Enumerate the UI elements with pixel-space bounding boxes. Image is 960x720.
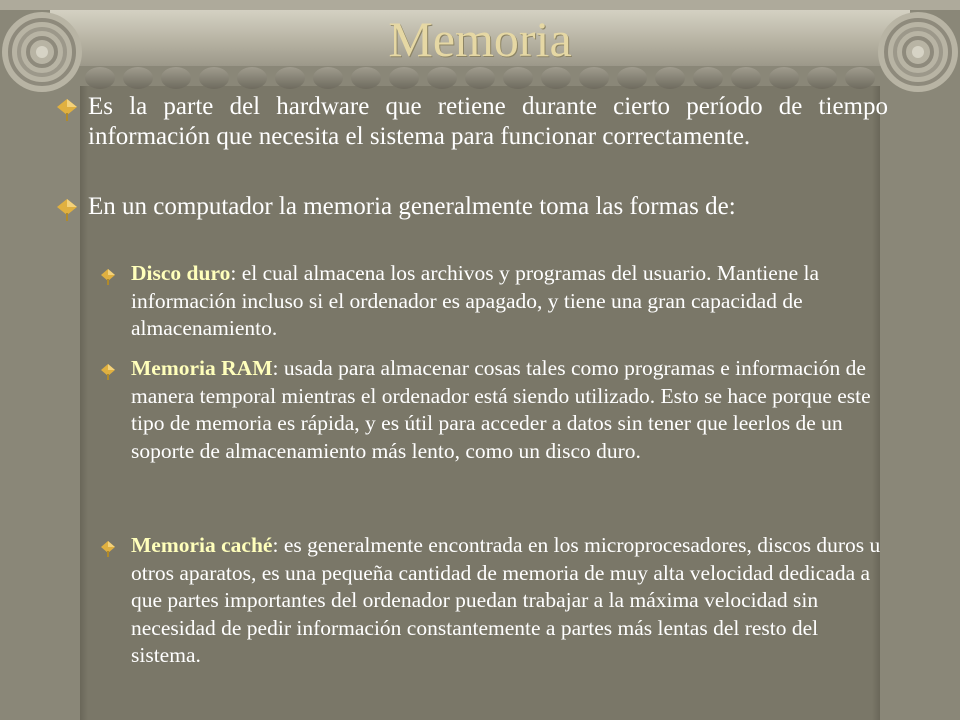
sub-bullet-body: : es generalmente encontrada en los microprocesadores, discos duros u otros aparatos, es una pequeña cantidad de memoria de muy alta velocidad dedicada a que partes importantes del ordenador puedan trabajar a la máxima velocidad sin necesidad de pedir información constantemente a partes más lentas del resto del sistema.: [131, 533, 881, 667]
bullet-text: En un computador la memoria generalmente toma las formas de:: [88, 193, 736, 220]
column-shade-left: [80, 86, 88, 720]
sub-bullet-body: : usada para almacenar cosas tales como programas e información de manera temporal mientras el ordenador está siendo utilizado. Esto se hace porque este tipo de memoria es rápida, y es útil para acceder a datos sin tener que leerlos de un soporte de almacenamiento más lento, como un disco duro.: [131, 356, 871, 463]
small-diamond-bullet-icon: [100, 268, 116, 286]
sub-bullet-text: [131, 355, 891, 465]
slide-title: Memoria: [388, 11, 572, 67]
diamond-bullet-icon: [56, 198, 78, 222]
diamond-bullet-icon: [56, 98, 78, 122]
sub-bullet-term: Memoria caché: [131, 533, 273, 557]
bullet-text: Es la parte del hardware que retiene durante cierto período de tiempo información que necesita el sistema para funcionar correctamente.: [88, 93, 888, 150]
sub-bullet-body: : el cual almacena los archivos y programas del usuario. Mantiene la información incluso si el ordenador es apagado, y tiene una gran capacidad de almacenamiento.: [131, 261, 820, 340]
small-diamond-bullet-icon: [100, 540, 116, 558]
sub-bullet-text: [131, 260, 891, 343]
sub-bullet-term: Disco duro: [131, 261, 231, 285]
sub-bullet-text: [131, 532, 891, 670]
small-diamond-bullet-icon: [100, 363, 116, 381]
sub-bullet-term: Memoria RAM: [131, 356, 273, 380]
